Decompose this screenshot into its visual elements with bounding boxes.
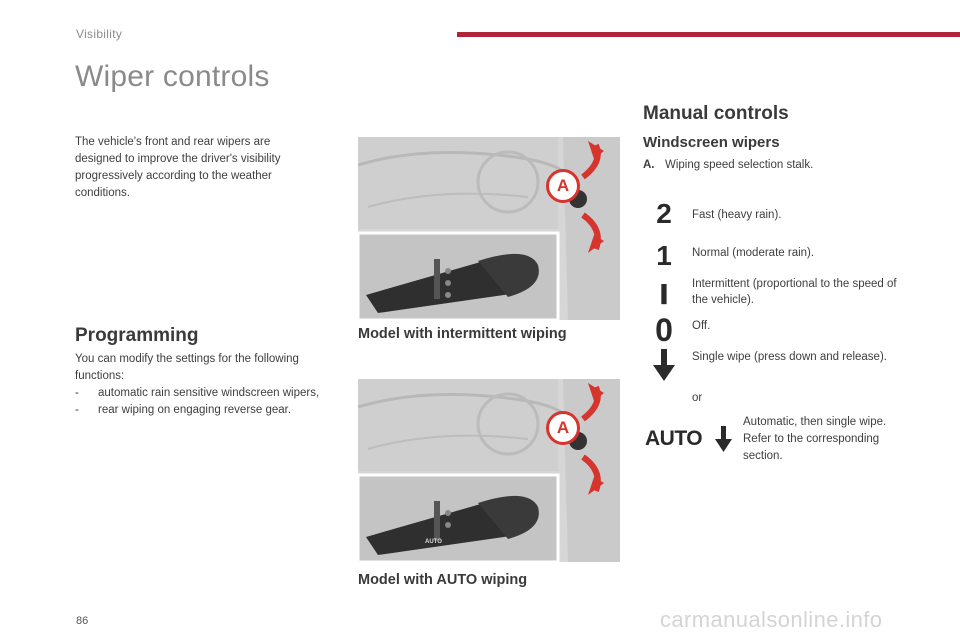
watermark: carmanualsonline.info (660, 607, 883, 632)
programming-heading: Programming (75, 325, 199, 346)
stalk-auto-label: AUTO (425, 539, 442, 545)
or-text: or (692, 392, 703, 404)
speed-intermittent-icon: I (658, 278, 670, 311)
stalk-key: A. (643, 159, 655, 171)
speed-text: Off. (692, 320, 711, 332)
callout-a-badge: A (546, 169, 580, 203)
page-title: Wiper controls (75, 60, 270, 93)
list-item-text: rear wiping on engaging reverse gear. (98, 404, 292, 416)
speed-off-icon: 0 (655, 312, 673, 348)
speed-row-single-wipe (644, 347, 924, 387)
wiper-stalk-photo-intermittent (358, 137, 620, 320)
page-number: 86 (76, 615, 89, 627)
stalk-text: Wiping speed selection stalk. (665, 159, 814, 171)
programming-list-item (75, 385, 345, 402)
list-item-text: automatic rain sensitive windscreen wipers, (98, 387, 320, 399)
speed-row-normal (644, 240, 924, 270)
speed-text: Fast (heavy rain). (692, 209, 782, 221)
speed-text: Normal (moderate rain). (692, 247, 815, 259)
programming-list-item (75, 402, 345, 419)
header-rule (457, 32, 960, 37)
auto-icon-label: AUTO (645, 427, 703, 450)
list-dash: - (75, 387, 79, 399)
auto-text: Automatic, then single wipe. Refer to the corresponding section. (743, 416, 887, 462)
programming-text: You can modify the settings for the following functions: (75, 353, 299, 382)
speed-2-icon: 2 (656, 198, 672, 229)
section-label: Visibility (76, 27, 123, 41)
caption-auto: Model with AUTO wiping (358, 572, 528, 588)
list-dash: - (75, 404, 79, 416)
intro-paragraph: The vehicle's front and rear wipers are designed to improve the driver's visibility progressively according to the weather conditions. (75, 136, 281, 199)
callout-a-badge: A (546, 411, 580, 445)
speed-text: Single wipe (press down and release). (692, 351, 887, 363)
speed-text: Intermittent (proportional to the speed of the vehicle). (692, 278, 897, 306)
speed-row-intermittent (644, 276, 924, 312)
speed-row-off (644, 312, 924, 348)
down-arrow-icon (644, 347, 684, 388)
speed-row-fast (644, 200, 924, 230)
manual-controls-heading: Manual controls (643, 103, 789, 124)
wiper-stalk-photo-auto (358, 379, 620, 562)
windscreen-wipers-heading: Windscreen wipers (643, 134, 780, 151)
speed-1-icon: 1 (656, 240, 672, 271)
stalk-description (643, 157, 943, 174)
caption-intermittent: Model with intermittent wiping (358, 326, 567, 342)
auto-icon (645, 425, 740, 453)
